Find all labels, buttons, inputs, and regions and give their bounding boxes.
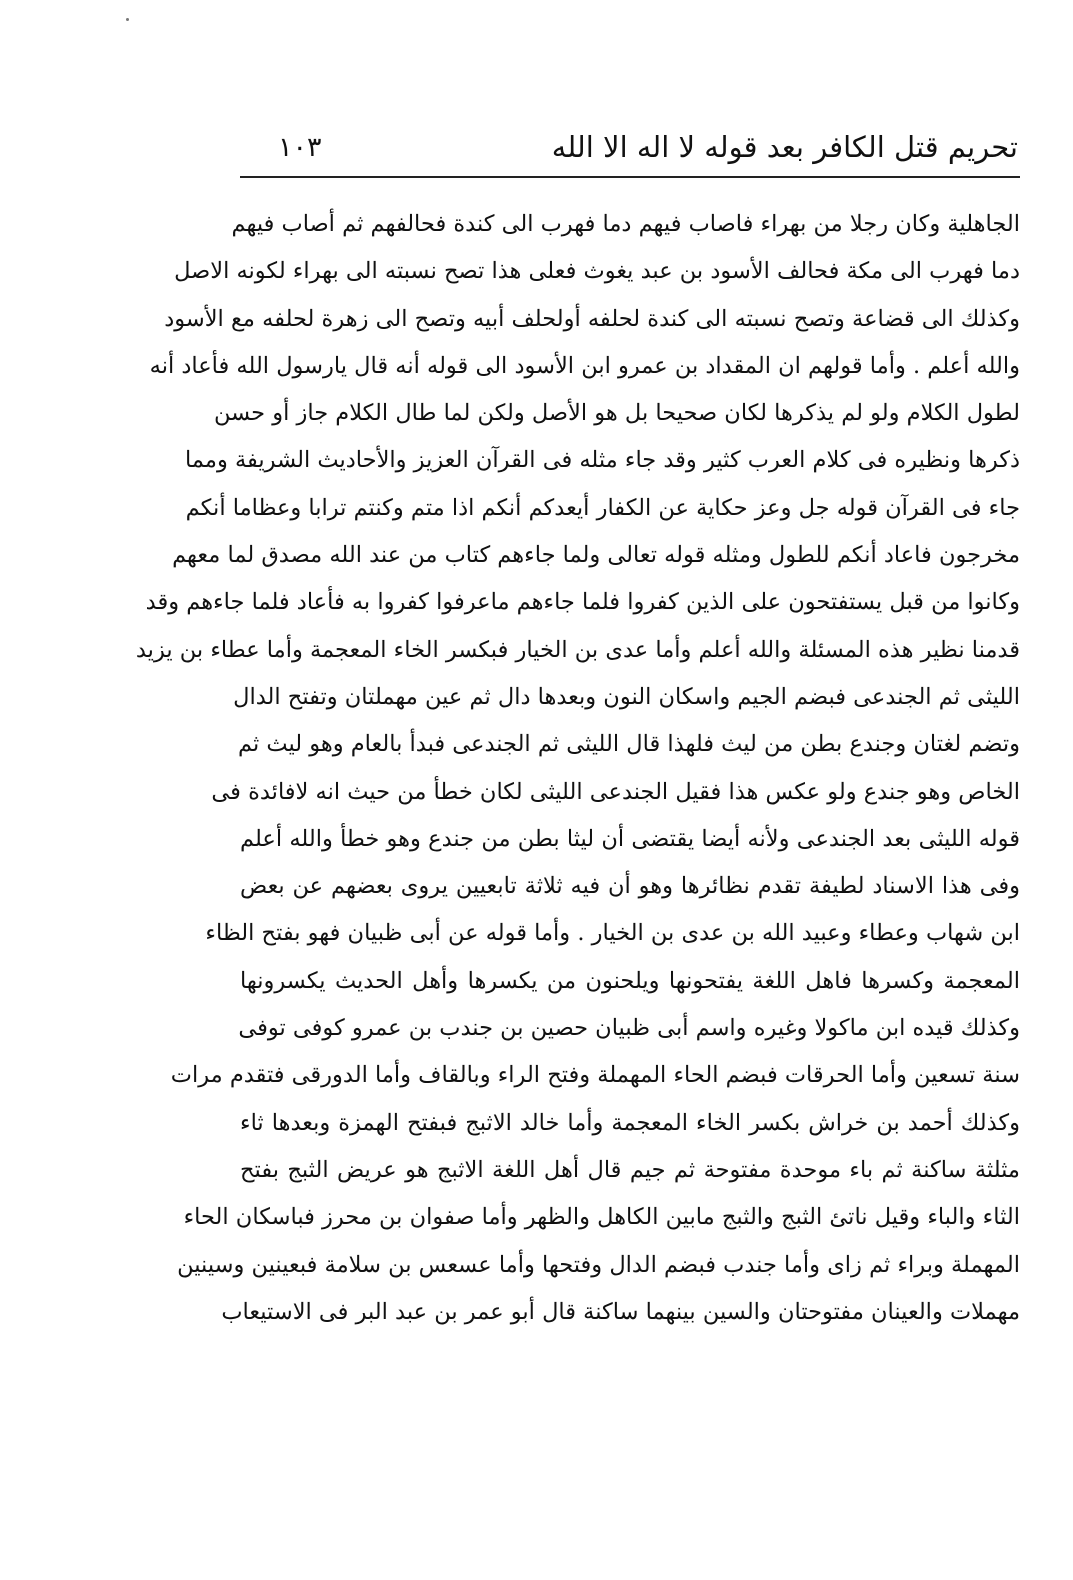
header-rule bbox=[240, 176, 1020, 178]
text-line: وكذلك الى قضاعة وتصح نسبته الى كندة لحلفه أولحلف أبيه وتصح الى زهرة لحلفه مع الأسود bbox=[164, 305, 1020, 332]
text-line: ذكرها ونظيره فى كلام العرب كثير وقد جاء مثله فى القرآن العزيز والأحاديث الشريفة ومما bbox=[185, 447, 1020, 474]
text-line: المهملة وبراء ثم زاى وأما جندب فبضم الدال وفتحها وأما عسعس بن سلامة فبعينين وسينين bbox=[177, 1251, 1020, 1278]
text-line: المعجمة وكسرها فاهل اللغة يفتحونها ويلحنون من يكسرها وأهل الحديث يكسرونها bbox=[240, 967, 1020, 994]
text-line: مثلثة ساكنة ثم باء موحدة مفتوحة ثم جيم قال أهل اللغة الاثبج هو عريض الثبج بفتح bbox=[240, 1156, 1020, 1183]
text-line: مخرجون فاعاد أنكم للطول ومثله قوله تعالى ولما جاءهم كتاب من عند الله مصدق لما معهم bbox=[172, 542, 1020, 569]
text-line: جاء فى القرآن قوله جل وعز حكاية عن الكفار أيعدكم أنكم اذا متم وكنتم ترابا وعظاما أنكم bbox=[185, 494, 1020, 521]
text-line: وكانوا من قبل يستفتحون على الذين كفروا فلما جاءهم ماعرفوا كفروا به فأعاد فلما جاءهم وقد bbox=[145, 589, 1020, 616]
scan-speck bbox=[126, 18, 129, 21]
text-line: قوله الليثى بعد الجندعى ولأنه أيضا يقتضى أن ليثا بطن من جندع وهو خطأ والله أعلم bbox=[240, 825, 1020, 852]
text-line: قدمنا نظير هذه المسئلة والله أعلم وأما عدى بن الخيار فبكسر الخاء المعجمة وأما عطاء بن يزيد bbox=[135, 636, 1020, 663]
text-line: وكذلك قيده ابن ماكولا وغيره واسم أبى ظبيان حصين بن جندب بن عمرو كوفى توفى bbox=[238, 1015, 1020, 1042]
body-text bbox=[135, 201, 1020, 1336]
text-line: لطول الكلام ولو لم يذكرها لكان صحيحا بل هو الأصل ولكن لما طال الكلام جاز أو حسن bbox=[213, 400, 1020, 427]
text-line: مهملات والعينان مفتوحتان والسين بينهما ساكنة قال أبو عمر بن عبد البر فى الاستيعاب bbox=[221, 1298, 1020, 1325]
text-line: وفى هذا الاسناد لطيفة تقدم نظائرها وهو أن فيه ثلاثة تابعيين يروى بعضهم عن بعض bbox=[240, 873, 1020, 900]
text-line: وكذلك أحمد بن خراش بكسر الخاء المعجمة وأما خالد الاثبج فبفتح الهمزة وبعدها ثاء bbox=[240, 1109, 1020, 1136]
text-line: ابن شهاب وعطاء وعبيد الله بن عدى بن الخيار . وأما قوله عن أبى ظبيان فهو بفتح الظاء bbox=[205, 920, 1020, 947]
running-title: تحريم قتل الكافر بعد قوله لا اله الا الله bbox=[551, 130, 1018, 164]
text-line: سنة تسعين وأما الحرقات فبضم الحاء المهملة وفتح الراء وبالقاف وأما الدورقى فتقدم مرات bbox=[170, 1062, 1020, 1089]
text-line: الثاء والباء وقيل ناتئ الثبج والثبج مابين الكاهل والظهر وأما صفوان بن محرز فباسكان الحاء bbox=[183, 1204, 1020, 1231]
page-number: ١٠٣ bbox=[278, 132, 322, 163]
text-line: الليثى ثم الجندعى فبضم الجيم واسكان النون وبعدها دال ثم عين مهملتان وتفتح الدال bbox=[233, 683, 1020, 710]
text-line: وتضم لغتان وجندع بطن من ليث فلهذا قال الليثى ثم الجندعى فبدأ بالعام وهو ليث ثم bbox=[237, 731, 1020, 758]
text-line: والله أعلم . وأما قولهم ان المقداد بن عمرو ابن الأسود الى قوله أنه قال يارسول الله فأعاد أنه bbox=[149, 352, 1020, 379]
page-header bbox=[243, 128, 1018, 170]
text-line: دما فهرب الى مكة فحالف الأسود بن عبد يغوث فعلى هذا تصح نسبته الى بهراء لكونه الاصل bbox=[174, 258, 1020, 285]
text-line: الجاهلية وكان رجلا من بهراء فاصاب فيهم دما فهرب الى كندة فحالفهم ثم أصاب فيهم bbox=[231, 211, 1020, 237]
text-line: الخاص وهو جندع ولو عكس هذا فقيل الجندعى الليثى لكان خطأ من حيث انه لافائدة فى bbox=[211, 778, 1020, 805]
